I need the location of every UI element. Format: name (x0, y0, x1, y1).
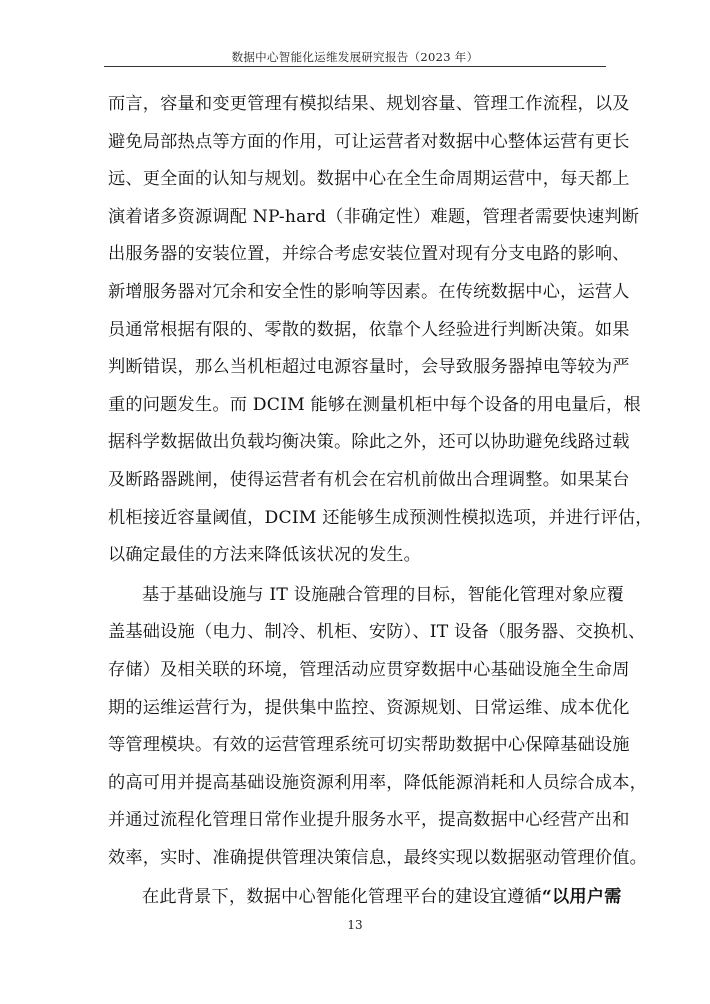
text-line: 员通常根据有限的、零散的数据，依靠个人经验进行判断决策。如果 (108, 319, 630, 340)
text-line: 盖基础设施（电力、制冷、机柜、安防）、IT 设备（服务器、交换机、 (108, 622, 646, 643)
text-line: 的高可用并提高基础设施资源利用率，降低能源消耗和人员综合成本， (108, 772, 648, 793)
text-line: 演着诸多资源调配 NP-hard（非确定性）难题，管理者需要快速判断 (108, 206, 640, 227)
paragraph-2 (108, 577, 648, 878)
text-line-indented (108, 577, 625, 615)
running-header: 数据中心智能化运维发展研究报告（2023 年） (231, 50, 479, 64)
header-divider (104, 66, 606, 67)
text-line-indented (108, 879, 622, 917)
text-line: 效率，实时、准确提供管理决策信息，最终实现以数据驱动管理价值。 (108, 847, 648, 868)
text-line: 判断错误，那么当机柜超过电源容量时，会导致服务器掉电等较为严 (108, 357, 630, 378)
text-line: 机柜接近容量阈值，DCIM 还能够生成预测性模拟选项，并进行评估， (108, 507, 653, 528)
text-line: 并通过流程化管理日常作业提升服务水平，提高数据中心经营产出和 (108, 810, 630, 831)
body-text (108, 86, 653, 917)
text-line-content: 基于基础设施与 IT 设施融合管理的目标，智能化管理对象应覆 (142, 584, 625, 605)
text-line: 重的问题发生。而 DCIM 能够在测量机柜中每个设备的用电量后，根 (108, 394, 641, 415)
page-number: 13 (347, 918, 363, 932)
paragraph-1 (108, 86, 653, 575)
text-line: 远、更全面的认知与规划。数据中心在全生命周期运营中，每天都上 (108, 169, 630, 190)
text-line: 避免局部热点等方面的作用，可让运营者对数据中心整体运营有更长 (108, 131, 630, 152)
text-line: 据科学数据做出负载均衡决策。除此之外，还可以协助避免线路过载 (108, 432, 630, 453)
text-line: 存储）及相关联的环境，管理活动应贯穿数据中心基础设施全生命周 (108, 659, 630, 680)
text-line-content: 在此背景下，数据中心智能化管理平台的建设宜遵循 (142, 887, 542, 908)
paragraph-3 (108, 879, 622, 917)
text-line: 及断路器跳闸，使得运营者有机会在宕机前做出合理调整。如果某台 (108, 469, 630, 490)
text-line: 而言，容量和变更管理有模拟结果、规划容量、管理工作流程，以及 (108, 94, 630, 114)
text-line: 等管理模块。有效的运营管理系统可切实帮助数据中心保障基础设施 (108, 735, 630, 756)
text-line: 以确定最佳的方法来降低该状况的发生。 (108, 545, 421, 566)
emphasis-text: “以用户需 (541, 887, 622, 908)
text-line: 出服务器的安装位置，并综合考虑安装位置对现有分支电路的影响、 (108, 244, 630, 265)
text-line: 期的运维运营行为，提供集中监控、资源规划、日常运维、成本优化 (108, 697, 630, 718)
text-line: 新增服务器对冗余和安全性的影响等因素。在传统数据中心，运营人 (108, 281, 630, 302)
